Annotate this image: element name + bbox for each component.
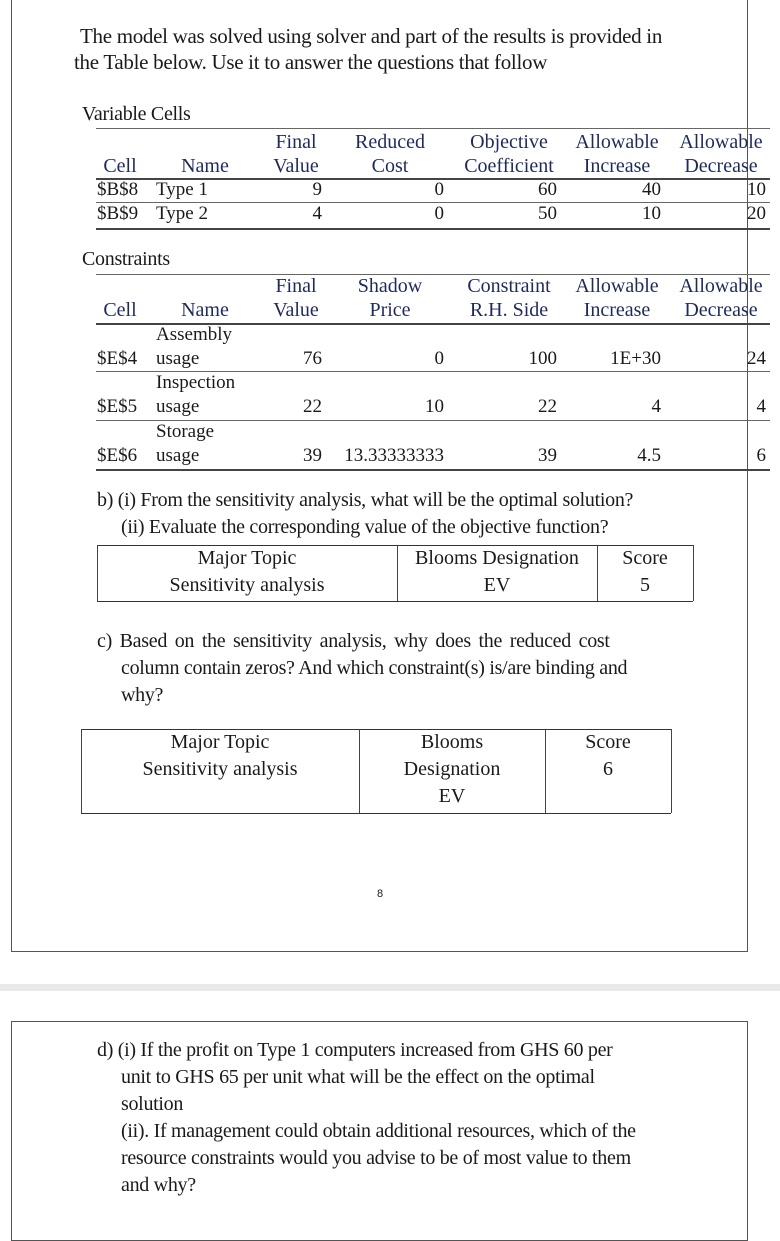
header-objective-bottom: Coefficient [464, 155, 554, 177]
header-increase-bottom: Increase [583, 299, 651, 321]
row-rhs: 100 [528, 348, 557, 369]
header-increase-bottom: Increase [583, 155, 651, 177]
header-decrease-top: Allowable [679, 275, 763, 297]
row-increase: 10 [642, 203, 661, 224]
header-increase-top: Allowable [575, 275, 659, 297]
header-name: Name [181, 155, 229, 177]
header-shadow-top: Shadow [357, 275, 423, 297]
question-c-line-1: c) Based on the sensitivity analysis, why does the reduced cost [97, 630, 610, 652]
variable-cells-top-rule [96, 128, 770, 129]
row-final: 9 [312, 179, 322, 200]
question-b-line-1: b) (i) From the sensitivity analysis, what will be the optimal solution? [97, 489, 634, 511]
row-final: 22 [303, 396, 322, 417]
header-final-bottom: Value [273, 155, 319, 177]
score-label: Score [585, 731, 631, 753]
blooms-value: EV [438, 785, 466, 807]
header-objective-top: Objective [470, 131, 548, 153]
row-rhs: 39 [538, 445, 557, 466]
major-topic-label: Major Topic [170, 731, 270, 753]
page-number: 8 [376, 888, 384, 900]
header-cell: Cell [103, 155, 137, 177]
question-d-line-1: d) (i) If the profit on Type 1 computers increased from GHS 60 per [97, 1039, 613, 1061]
question-c-line-2: column contain zeros? And which constraint(s) is/are binding and [121, 657, 628, 679]
page-separator [0, 984, 780, 991]
header-final-top: Final [275, 275, 317, 297]
row-coef: 60 [538, 179, 557, 200]
row-decrease: 6 [756, 445, 766, 466]
header-cell: Cell [103, 299, 137, 321]
question-c-line-3: why? [121, 684, 164, 706]
header-reduced-top: Reduced [355, 131, 425, 153]
row-name-line-2: usage [156, 445, 200, 466]
row-cell: $E$4 [97, 348, 138, 369]
blooms-value: EV [483, 574, 511, 596]
row-increase: 4.5 [637, 445, 661, 466]
constraints-title: Constraints [82, 248, 170, 270]
variable-cells-bottom-rule [96, 228, 770, 230]
major-topic-value: Sensitivity analysis [142, 758, 298, 780]
intro-line-2: the Table below. Use it to answer the questions that follow [74, 50, 548, 74]
row-cell: $E$6 [97, 445, 138, 466]
row-final: 39 [303, 445, 322, 466]
row-name-line-2: usage [156, 348, 200, 369]
row-shadow: 10 [425, 396, 444, 417]
row-name-line-1: Storage [156, 421, 215, 442]
score-label: Score [622, 547, 668, 569]
row-final: 76 [303, 348, 322, 369]
row-cell: $B$8 [97, 179, 139, 200]
row-name: Type 1 [156, 179, 208, 200]
row-decrease: 20 [747, 203, 766, 224]
row-name: Type 2 [156, 203, 208, 224]
header-reduced-bottom: Cost [371, 155, 409, 177]
header-increase-top: Allowable [575, 131, 659, 153]
constraints-bottom-rule [96, 469, 770, 471]
question-b-line-2: (ii) Evaluate the corresponding value of the objective function? [121, 516, 609, 538]
score-value: 5 [640, 574, 650, 596]
header-final-top: Final [275, 131, 317, 153]
row-decrease: 24 [747, 348, 766, 369]
blooms-label: Blooms Designation [415, 547, 579, 569]
header-rhs-top: Constraint [467, 275, 551, 297]
row-name-line-1: Inspection [156, 372, 236, 393]
row-rhs: 22 [538, 396, 557, 417]
score-value: 6 [603, 758, 613, 780]
row-increase: 1E+30 [610, 348, 661, 369]
question-d-line-5: resource constraints would you advise to be of most value to them [121, 1147, 631, 1169]
row-decrease: 4 [756, 396, 766, 417]
row-decrease: 10 [747, 179, 766, 200]
blooms-label-line-1: Blooms [420, 731, 484, 753]
row-final: 4 [312, 203, 322, 224]
question-d-line-2: unit to GHS 65 per unit what will be the effect on the optimal [121, 1066, 595, 1088]
header-decrease-bottom: Decrease [684, 155, 758, 177]
header-shadow-bottom: Price [369, 299, 411, 321]
row-name-line-2: usage [156, 396, 200, 417]
header-rhs-bottom: R.H. Side [469, 299, 549, 321]
major-topic-label: Major Topic [197, 547, 297, 569]
row-shadow: 13.33333333 [344, 445, 444, 466]
row-cell: $E$5 [97, 396, 138, 417]
header-decrease-top: Allowable [679, 131, 763, 153]
question-d-line-3: solution [121, 1093, 184, 1115]
row-reduced: 0 [434, 203, 444, 224]
row-cell: $B$9 [97, 203, 139, 224]
row-increase: 40 [642, 179, 661, 200]
intro-line-1: The model was solved using solver and part of the results is provided in [80, 24, 663, 48]
row-increase: 4 [651, 396, 661, 417]
variable-cells-title: Variable Cells [82, 103, 191, 125]
row-reduced: 0 [434, 179, 444, 200]
question-d-line-4: (ii). If management could obtain additional resources, which of the [121, 1120, 636, 1142]
header-decrease-bottom: Decrease [684, 299, 758, 321]
header-name: Name [181, 299, 229, 321]
row-coef: 50 [538, 203, 557, 224]
row-name-line-1: Assembly [156, 324, 232, 345]
row-shadow: 0 [434, 348, 444, 369]
major-topic-value: Sensitivity analysis [169, 574, 325, 596]
blooms-label-line-2: Designation [403, 758, 501, 780]
question-d-line-6: and why? [121, 1174, 196, 1196]
header-final-bottom: Value [273, 299, 319, 321]
